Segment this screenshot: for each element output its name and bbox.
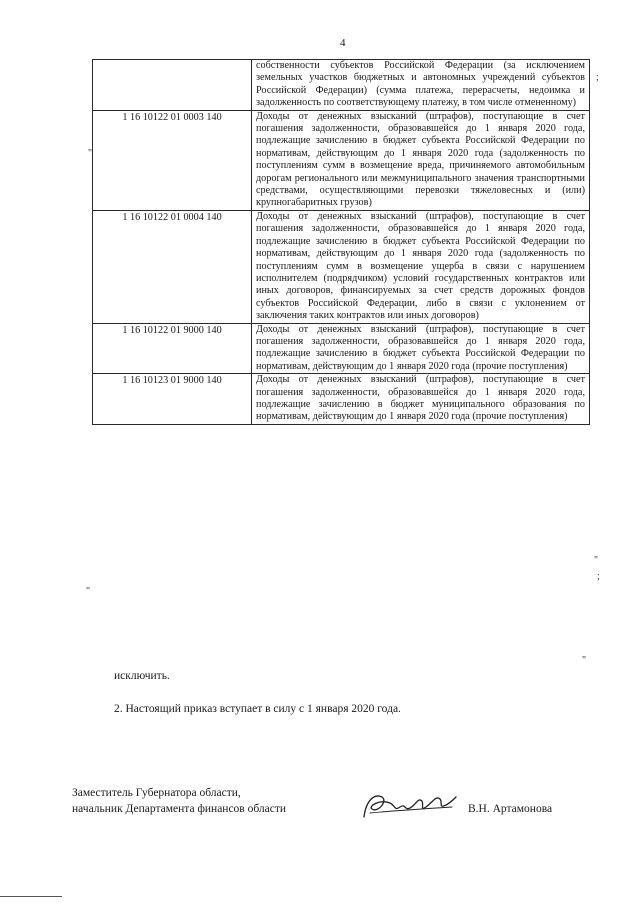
quote-mark: " <box>594 555 599 566</box>
code-cell: 1 16 10122 01 9000 140 <box>93 323 252 374</box>
footer-divider <box>0 896 62 897</box>
table-row <box>93 110 590 210</box>
quote-mark: " <box>582 655 587 666</box>
punctuation-mark: ; <box>596 72 599 83</box>
code-cell: 1 16 10122 01 0003 140 <box>93 110 252 210</box>
table-row <box>93 323 590 374</box>
page-number: 4 <box>340 37 346 49</box>
signer-title-line-1: Заместитель Губернатора области, <box>72 787 241 799</box>
quote-mark: " <box>88 148 93 159</box>
handwritten-signature <box>360 787 460 825</box>
description-cell: Доходы от денежных взысканий (штрафов), поступающие в счет погашения задолженности, образовавшейся до 1 января 2020 года, подлежащие зачислению в бюджет субъекта Российской Федерации по нормативам, действующим до 1 января 2020 года (задолженность по поступлениям сумм в возмещение вреда, причиняемого автомобильным дорогам регионального или межмуниципального значения транспортными средствами, осуществляющими перевозки тяжеловесных и (или) крупногабаритных грузов) <box>252 110 590 210</box>
quote-mark: " <box>86 586 91 597</box>
code-cell: 1 16 10122 01 0004 140 <box>93 210 252 323</box>
table-row <box>93 60 590 111</box>
code-cell: 1 16 10123 01 9000 140 <box>93 374 252 425</box>
description-cell: Доходы от денежных взысканий (штрафов), поступающие в счет погашения задолженности, образовавшейся до 1 января 2020 года, подлежащие зачислению в бюджет субъекта Российской Федерации по нормативам, действующим до 1 января 2020 года (прочие поступления) <box>252 323 590 374</box>
signer-name: В.Н. Артамонова <box>468 803 553 815</box>
code-cell <box>93 60 252 111</box>
signer-title-line-2: начальник Департамента финансов области <box>72 803 287 815</box>
table-row <box>93 374 590 425</box>
punctuation-mark: ; <box>597 571 600 582</box>
description-cell: Доходы от денежных взысканий (штрафов), поступающие в счет погашения задолженности, образовавшейся до 1 января 2020 года, подлежащие зачислению в бюджет субъекта Российской Федерации по нормативам, действующим до 1 января 2020 года (задолженность по поступлениям сумм в возмещение ущерба в связи с нарушением исполнителем (подрядчиком) условий государственных контрактов или иных договоров, финансируемых за счет средств дорожных фондов субъектов Российской Федерации, либо в связи с уклонением от заключения таких контрактов или иных договоров) <box>252 210 590 323</box>
exclude-text: исключить. <box>114 670 170 682</box>
description-cell: Доходы от денежных взысканий (штрафов), поступающие в счет погашения задолженности, образовавшейся до 1 января 2020 года, подлежащие зачислению в бюджет муниципального образования по нормативам, действующим до 1 января 2020 года (прочие поступления) <box>252 374 590 425</box>
table-row <box>93 210 590 323</box>
description-cell: собственности субъектов Российской Федерации (за исключением земельных участков бюджетных и автономных учреждений субъектов Российской Федерации) (сумма платежа, перерасчеты, недоимка и задолженность по соответствующему платежу, в том числе отмененному) <box>252 60 590 111</box>
clause-2: 2. Настоящий приказ вступает в силу с 1 января 2020 года. <box>114 703 401 715</box>
budget-codes-table <box>92 59 590 425</box>
